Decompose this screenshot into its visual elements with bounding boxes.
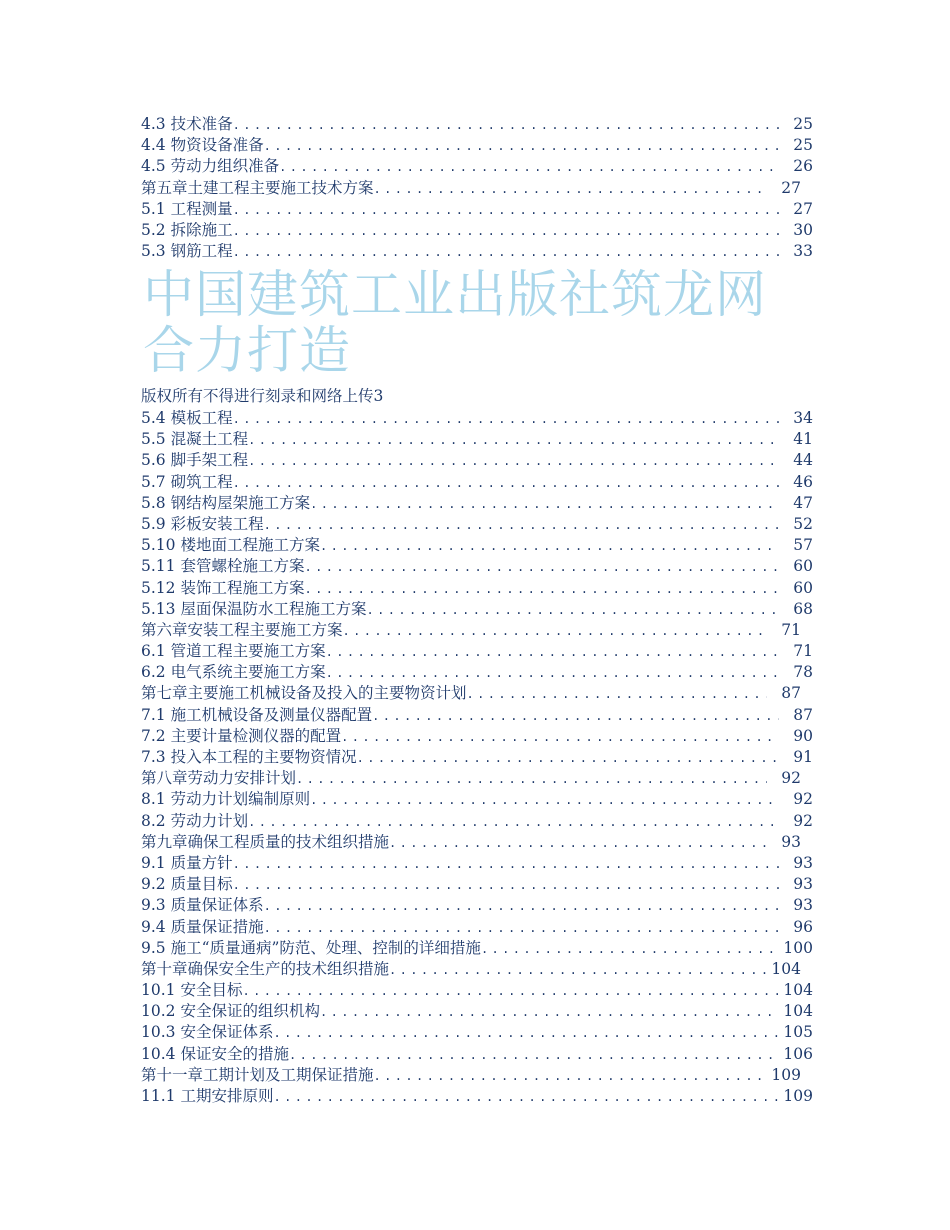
toc-entry-title: 10.1 安全目标	[141, 981, 243, 1000]
dot-leader	[374, 179, 767, 200]
toc-entry-page-number: 104	[783, 1002, 813, 1021]
dot-leader	[357, 748, 779, 769]
toc-entry-page-number: 26	[793, 157, 813, 176]
toc-entry-title: 7.2 主要计量检测仪器的配置	[141, 726, 342, 745]
toc-entry[interactable]	[141, 472, 813, 493]
toc-entry-title: 第五章土建工程主要施工技术方案	[141, 178, 374, 197]
toc-entry-title: 9.2 质量目标	[141, 875, 233, 894]
toc-entry-title: 4.4 物资设备准备	[141, 136, 264, 155]
toc-entry[interactable]	[141, 493, 813, 514]
toc-entry[interactable]	[141, 199, 813, 220]
dot-leader	[366, 600, 779, 621]
toc-entry-title: 第七章主要施工机械设备及投入的主要物资计划	[141, 684, 467, 703]
dot-leader	[233, 221, 779, 242]
toc-entry-page-number: 93	[793, 875, 813, 894]
watermark-line-2: 合力打造	[143, 322, 352, 381]
toc-entry[interactable]	[141, 429, 813, 450]
toc-section-top	[141, 114, 813, 262]
toc-entry-title: 7.1 施工机械设备及测量仪器配置	[141, 705, 373, 724]
toc-entry[interactable]	[141, 895, 813, 916]
dot-leader	[310, 790, 779, 811]
dot-leader	[320, 536, 779, 557]
toc-entry-page-number: 27	[781, 178, 801, 197]
toc-entry-page-number: 109	[783, 1087, 813, 1105]
toc-entry-title: 8.1 劳动力计划编制原则	[141, 790, 311, 809]
dot-leader	[273, 1023, 779, 1044]
copyright-notice: 版权所有不得进行刻录和网络上传3	[141, 387, 384, 405]
toc-entry[interactable]	[141, 1001, 813, 1022]
toc-entry-page-number: 105	[783, 1023, 813, 1042]
toc-entry[interactable]	[141, 853, 813, 874]
dot-leader	[233, 875, 779, 896]
dot-leader	[233, 409, 779, 430]
dot-leader	[326, 642, 779, 663]
toc-entry-page-number: 106	[783, 1044, 813, 1063]
toc-entry[interactable]	[141, 578, 813, 599]
dot-leader	[304, 579, 779, 600]
toc-entry-page-number: 87	[781, 684, 801, 703]
toc-entry[interactable]	[141, 241, 813, 262]
toc-entry-title: 9.3 质量保证体系	[141, 896, 264, 915]
dot-leader	[372, 706, 779, 727]
toc-entry[interactable]	[141, 662, 813, 683]
dot-leader	[389, 960, 767, 981]
toc-entry-page-number: 57	[793, 536, 813, 555]
toc-entry-page-number: 100	[783, 938, 813, 957]
toc-entry-title: 5.3 钢筋工程	[141, 242, 233, 261]
toc-entry-page-number: 30	[793, 220, 813, 239]
toc-chapter-entry[interactable]	[141, 620, 813, 641]
toc-entry-title: 5.13 屋面保温防水工程施工方案	[141, 599, 367, 618]
toc-entry[interactable]	[141, 599, 813, 620]
toc-entry-title: 第六章安装工程主要施工方案	[141, 620, 343, 639]
toc-entry-title: 9.4 质量保证措施	[141, 917, 264, 936]
toc-chapter-entry[interactable]	[141, 959, 813, 980]
toc-entry-title: 6.1 管道工程主要施工方案	[141, 642, 326, 661]
toc-chapter-entry[interactable]	[141, 683, 813, 704]
dot-leader	[326, 663, 779, 684]
toc-entry-page-number: 90	[793, 726, 813, 745]
dot-leader	[248, 451, 779, 472]
dot-leader	[242, 981, 779, 1002]
toc-entry-title: 9.5 施工“质量通病”防范、处理、控制的详细措施	[141, 938, 481, 957]
dot-leader	[233, 242, 779, 263]
dot-leader	[310, 494, 779, 515]
dot-leader	[233, 115, 779, 136]
toc-entry-title: 10.4 保证安全的措施	[141, 1044, 289, 1063]
toc-entry[interactable]	[141, 917, 813, 938]
toc-entry[interactable]	[141, 1022, 813, 1043]
dot-leader	[343, 621, 767, 642]
toc-entry-page-number: 91	[793, 748, 813, 766]
toc-entry-title: 5.10 楼地面工程施工方案	[141, 536, 320, 555]
toc-entry[interactable]	[141, 747, 813, 768]
toc-entry-title: 8.2 劳动力计划	[141, 811, 249, 830]
toc-chapter-entry[interactable]	[141, 832, 813, 853]
toc-entry[interactable]	[141, 514, 813, 535]
toc-entry[interactable]	[141, 1086, 813, 1107]
toc-entry-title: 第九章确保工程质量的技术组织措施	[141, 832, 390, 851]
toc-entry-title: 5.5 混凝土工程	[141, 430, 249, 449]
toc-entry-page-number: 78	[793, 663, 813, 682]
toc-entry-title: 11.1 工期安排原则	[141, 1087, 274, 1105]
toc-entry-page-number: 25	[793, 136, 813, 155]
dot-leader	[389, 833, 767, 854]
toc-chapter-entry[interactable]	[141, 1065, 813, 1086]
dot-leader	[296, 769, 767, 790]
toc-entry-page-number: 93	[793, 853, 813, 872]
toc-entry-title: 5.2 拆除施工	[141, 220, 233, 239]
toc-entry-title: 5.8 钢结构屋架施工方案	[141, 493, 311, 512]
watermark-line-1: 中国建筑工业出版社筑龙网	[143, 266, 768, 325]
dot-leader	[248, 812, 779, 833]
toc-entry-page-number: 25	[793, 115, 813, 133]
dot-leader	[320, 1002, 779, 1023]
toc-entry-page-number: 71	[781, 620, 801, 639]
toc-entry-page-number: 104	[783, 981, 813, 1000]
dot-leader	[233, 854, 779, 875]
toc-entry-page-number: 33	[793, 242, 813, 261]
toc-entry[interactable]	[141, 220, 813, 241]
dot-leader	[273, 1087, 779, 1108]
toc-entry-page-number: 92	[781, 769, 801, 788]
toc-entry-page-number: 41	[793, 430, 813, 449]
dot-leader	[289, 1045, 779, 1066]
toc-entry[interactable]	[141, 980, 813, 1001]
toc-entry-page-number: 60	[793, 578, 813, 597]
toc-entry-title: 5.9 彩板安装工程	[141, 514, 264, 533]
toc-entry[interactable]	[141, 408, 813, 429]
toc-entry-page-number: 71	[793, 642, 813, 661]
dot-leader	[264, 896, 779, 917]
toc-entry[interactable]	[141, 135, 813, 156]
dot-leader	[304, 557, 779, 578]
toc-entry-page-number: 87	[793, 705, 813, 724]
toc-entry-title: 第十一章工期计划及工期保证措施	[141, 1065, 374, 1084]
toc-entry-title: 4.3 技术准备	[141, 115, 233, 133]
dot-leader	[279, 157, 779, 178]
dot-leader	[264, 515, 779, 536]
toc-entry[interactable]	[141, 450, 813, 471]
toc-entry-page-number: 60	[793, 557, 813, 576]
dot-leader	[248, 430, 779, 451]
toc-entry[interactable]	[141, 1044, 813, 1065]
toc-entry-page-number: 68	[793, 599, 813, 618]
toc-entry[interactable]	[141, 535, 813, 556]
toc-entry[interactable]	[141, 114, 813, 135]
toc-entry-title: 第十章确保安全生产的技术组织措施	[141, 959, 390, 978]
toc-entry-page-number: 52	[793, 514, 813, 533]
toc-section-bottom	[141, 408, 813, 1107]
toc-chapter-entry[interactable]	[141, 178, 813, 199]
toc-entry-page-number: 93	[793, 896, 813, 915]
toc-entry[interactable]	[141, 556, 813, 577]
toc-entry-page-number: 47	[793, 493, 813, 512]
toc-entry-page-number: 104	[771, 959, 801, 978]
toc-entry-title: 10.3 安全保证体系	[141, 1023, 274, 1042]
toc-entry[interactable]	[141, 726, 813, 747]
toc-entry[interactable]	[141, 705, 813, 726]
toc-entry[interactable]	[141, 641, 813, 662]
toc-entry-page-number: 93	[781, 832, 801, 851]
dot-leader	[264, 918, 779, 939]
toc-entry-page-number: 92	[793, 811, 813, 830]
dot-leader	[481, 939, 779, 960]
toc-entry-title: 5.11 套管螺栓施工方案	[141, 557, 305, 576]
watermark	[143, 268, 823, 380]
toc-entry-page-number: 92	[793, 790, 813, 809]
toc-entry-page-number: 96	[793, 917, 813, 936]
toc-entry-title: 第八章劳动力安排计划	[141, 769, 297, 788]
dot-leader	[233, 200, 779, 221]
toc-entry-page-number: 34	[793, 409, 813, 427]
toc-entry-title: 5.1 工程测量	[141, 199, 233, 218]
toc-entry-page-number: 109	[771, 1065, 801, 1084]
toc-entry-page-number: 44	[793, 451, 813, 470]
dot-leader	[341, 727, 779, 748]
toc-entry-title: 6.2 电气系统主要施工方案	[141, 663, 326, 682]
toc-entry-page-number: 46	[793, 472, 813, 491]
toc-entry-page-number: 27	[793, 199, 813, 218]
toc-entry-title: 7.3 投入本工程的主要物资情况	[141, 748, 357, 766]
toc-entry-title: 9.1 质量方针	[141, 853, 233, 872]
toc-entry[interactable]	[141, 811, 813, 832]
dot-leader	[233, 473, 779, 494]
dot-leader	[467, 684, 767, 705]
toc-chapter-entry[interactable]	[141, 768, 813, 789]
toc-entry[interactable]	[141, 789, 813, 810]
toc-entry-title: 5.7 砌筑工程	[141, 472, 233, 491]
toc-entry-title: 4.5 劳动力组织准备	[141, 157, 280, 176]
toc-entry-title: 5.6 脚手架工程	[141, 451, 249, 470]
toc-entry[interactable]	[141, 156, 813, 177]
toc-entry-title: 5.4 模板工程	[141, 409, 233, 427]
dot-leader	[264, 136, 779, 157]
toc-entry[interactable]	[141, 938, 813, 959]
dot-leader	[374, 1066, 767, 1087]
toc-entry[interactable]	[141, 874, 813, 895]
toc-entry-title: 5.12 装饰工程施工方案	[141, 578, 305, 597]
toc-entry-title: 10.2 安全保证的组织机构	[141, 1002, 320, 1021]
